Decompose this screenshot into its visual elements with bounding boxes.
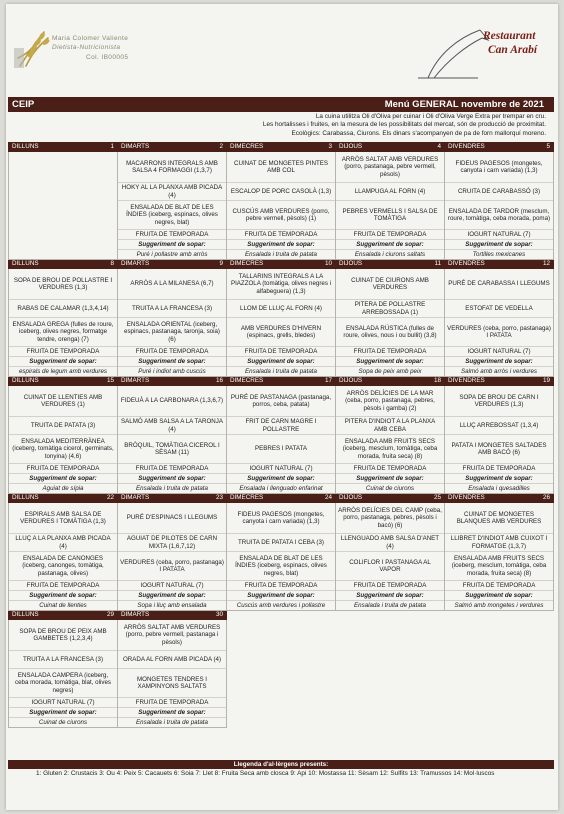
first-course: ESPIRALS AMB SALSA DE VERDURES I TOMÀTIGA (1,3) (9, 503, 117, 534)
dessert: IOGURT NATURAL (7) (227, 464, 335, 474)
dessert: IOGURT NATURAL (7) (118, 581, 226, 591)
empty-cell (445, 620, 554, 728)
allergen-legend-text: 1: Gluten 2: Crustacis 3: Ou 4: Peix 5: Cacauets 6: Soia 7: Llet 8: Fruita Seca amb closca 9: Api 10: Mostassa 11: Sèsam 12: Sulfits 13: Tramussos 14: Mol·luscos (36, 770, 495, 777)
dessert: FRUITA DE TEMPORADA (336, 347, 444, 357)
day-name: DILLUNS (12, 494, 39, 501)
dessert: FRUITA DE TEMPORADA (118, 347, 226, 357)
day-name: DIJOUS (339, 377, 363, 384)
dessert: FRUITA DE TEMPORADA (118, 698, 226, 708)
day-header (118, 260, 227, 269)
second-course: LLAMPUGA AL FORN (4) (336, 183, 444, 201)
second-course: LLUÇ A LA PLANXA AMB PICADA (4) (9, 534, 117, 552)
dinner-suggestion-label: Suggeriment de sopar: (227, 591, 335, 601)
empty-cell (336, 620, 445, 728)
day-number: 5 (546, 143, 550, 150)
dessert: FRUITA DE TEMPORADA (9, 347, 117, 357)
week-menu-row (9, 152, 554, 260)
day-name: DIMECRES (230, 143, 264, 150)
menu-grid (8, 142, 554, 728)
dessert: FRUITA DE TEMPORADA (118, 464, 226, 474)
day-number: 9 (219, 260, 223, 267)
side-dish: ENSALADA ORIENTAL (iceberg, espinacs, pastanaga, taronja, soia) (6) (118, 318, 226, 347)
dinner-suggestion-label: Suggeriment de sopar: (445, 240, 553, 250)
day-header (9, 260, 118, 269)
dinner-suggestion: Cuinat de llenties (39, 601, 87, 609)
wheat-logo-icon (14, 28, 54, 70)
day-header (336, 494, 445, 503)
first-course: PURÉ D'ESPINACS I LLEGUMS (118, 503, 226, 534)
day-header (336, 377, 445, 386)
second-course: TRUITA A LA FRANCESA (3) (9, 651, 117, 669)
week-menu-row (9, 503, 554, 611)
side-dish: ENSALADA AMB FRUITS SECS (iceberg, mesclum, tomàtiga, ceba morada, fruita seca) (8) (445, 552, 553, 581)
dinner-suggestion-label: Suggeriment de sopar: (9, 591, 117, 601)
dinner-suggestion-label: Suggeriment de sopar: (336, 474, 444, 484)
dinner-suggestion: Salmó amb mongetes i verdures (454, 601, 544, 609)
dinner-suggestion: espirals de legum amb verdures (18, 367, 108, 375)
nutritionist-title: Dietista-Nutricionista (52, 44, 121, 51)
day-header (227, 494, 336, 503)
day-name: DIJOUS (339, 143, 363, 150)
day-name: DIMECRES (230, 260, 264, 267)
dinner-suggestion: Aguiat de sípia (42, 484, 84, 492)
day-name: DIMARTS (121, 143, 150, 150)
side-dish: AMB VERDURES D'HIVERN (espinacs, grells, bledes) (227, 318, 335, 347)
side-dish: ENSALADA DE BLAT DE LES ÍNDIES (iceberg, espinacs, olives negres, blat) (227, 552, 335, 581)
second-course: HOKY AL LA PLANXA AMB PICADA (4) (118, 183, 226, 201)
second-course: RABAS DE CALAMAR (1,3,4,14) (9, 300, 117, 318)
dinner-suggestion: Ensalada i truita de patata (136, 484, 208, 492)
restaurant-name-line1: Restaurant (483, 30, 536, 42)
dinner-suggestion-label: Suggeriment de sopar: (445, 357, 553, 367)
dinner-suggestion-label: Suggeriment de sopar: (118, 708, 226, 718)
day-number: 18 (433, 377, 441, 384)
day-number: 2 (219, 143, 223, 150)
first-course: ARRÒS A LA MILANESA (6,7) (118, 269, 226, 300)
nutritionist-col: Col. IB00005 (86, 54, 129, 61)
day-number: 17 (324, 377, 332, 384)
first-course: PURÉ DE CARABASSA I LLEGUMS (445, 269, 553, 300)
dinner-suggestion-label: Suggeriment de sopar: (445, 591, 553, 601)
second-course: ORADA AL FORN AMB PICADA (4) (118, 651, 226, 669)
nutritionist-name: Maria Colomer Valiente (52, 35, 129, 42)
day-number: 25 (433, 494, 441, 501)
dinner-suggestion-label: Suggeriment de sopar: (336, 591, 444, 601)
day-menu-cell (118, 269, 227, 377)
dinner-suggestion-label: Suggeriment de sopar: (118, 240, 226, 250)
day-menu-cell (118, 386, 227, 494)
day-menu-cell (9, 620, 118, 728)
side-dish: ENSALADA GREGA (fulles de roure, iceberg, olives negres, formatge tendre, orenga) (7) (9, 318, 117, 347)
dinner-suggestion-label: Suggeriment de sopar: (118, 591, 226, 601)
day-menu-cell (227, 269, 336, 377)
second-course: ESCALOP DE PORC CASOLÀ (1,3) (227, 183, 335, 201)
dinner-suggestion: Puré i indiot amb cuscús (138, 367, 206, 375)
dessert: FRUITA DE TEMPORADA (118, 230, 226, 240)
day-name: DILLUNS (12, 611, 39, 618)
second-course: CRUITA DE CARABASSÓ (3) (445, 183, 553, 201)
second-course: PITERA D'INDIOT A LA PLANXA AMB CEBA (336, 417, 444, 435)
second-course: LLIBRET D'INDIOT AMB CUIXOT I FORMATGE (1,3,7) (445, 534, 553, 552)
menu-title: Menú GENERAL novembre de 2021 (384, 99, 544, 110)
day-header (336, 260, 445, 269)
week-header-row (9, 494, 554, 503)
second-course: FRIT DE CARN MAGRE I POLLASTRE (227, 417, 335, 435)
day-name: DIMARTS (121, 611, 150, 618)
empty-cell (227, 620, 336, 728)
day-menu-cell (118, 620, 227, 728)
week-header-row (9, 260, 554, 269)
day-name: DIJOUS (339, 260, 363, 267)
day-header (118, 611, 227, 620)
day-number: 4 (437, 143, 441, 150)
menu-title-bar (8, 97, 554, 112)
day-header (9, 494, 118, 503)
second-course: TRUITA DE PATATA I CEBA (3) (227, 534, 335, 552)
day-menu-cell (336, 152, 445, 260)
side-dish: ENSALADA AMB FRUITS SECS (iceberg, mesclum, tomàtiga, ceba morada, fruita seca) (8) (336, 435, 444, 464)
day-header (9, 377, 118, 386)
dessert: FRUITA DE TEMPORADA (445, 464, 553, 474)
day-name: DIMECRES (230, 494, 264, 501)
side-dish: ENSALADA RÚSTICA (fulles de roure, olives, nous i ou bullit) (3,8) (336, 318, 444, 347)
dinner-suggestion-label: Suggeriment de sopar: (227, 357, 335, 367)
dinner-suggestion: Puré i pollastre amb arròs (136, 250, 208, 258)
day-number: 10 (324, 260, 332, 267)
dinner-suggestion: Ensalada i truita de patata (245, 250, 317, 258)
second-course: ESTOFAT DE VEDELLA (445, 300, 553, 318)
first-course: FIDEUS PAGESOS (mongetes, canyota i carn variada) (1,3) (227, 503, 335, 534)
intro-notes (126, 113, 546, 138)
day-number: 11 (434, 260, 441, 267)
second-course: SALMÓ AMB SALSA A LA TARONJA (4) (118, 417, 226, 435)
dinner-suggestion: Ensalada i ciurons saltats (354, 250, 426, 258)
side-dish: CUSCÚS AMB VERDURES (porro, pebre vermell, pèsols) (1) (227, 201, 335, 230)
day-name: DILLUNS (12, 377, 39, 384)
day-menu-cell (118, 152, 227, 260)
dessert: FRUITA DE TEMPORADA (336, 230, 444, 240)
first-course: ARRÒS DELÍCIES DEL CAMP (ceba, porro, pastanaga, pebres, pèsols i bacó) (6) (336, 503, 444, 534)
dinner-suggestion: Sopa i lluç amb ensalada (137, 601, 207, 609)
day-name: DIMARTS (121, 377, 150, 384)
day-number: 8 (110, 260, 114, 267)
dessert: IOGURT NATURAL (7) (445, 347, 553, 357)
dinner-suggestion: Tortilles mexicanes (472, 250, 526, 258)
side-dish: ENSALADA DE TARDOR (mesclum, roure, tomàtiga, ceba morada, poma) (445, 201, 553, 230)
first-course: SOPA DE BROU DE POLLASTRE I VERDURES (1,3) (9, 269, 117, 300)
first-course: PURÉ DE PASTANAGA (pastanaga, porros, ceba, patata) (227, 386, 335, 417)
week-menu-row (9, 386, 554, 494)
day-number: 19 (542, 377, 550, 384)
day-name: DIJOUS (339, 494, 363, 501)
day-number: 16 (215, 377, 223, 384)
dessert: FRUITA DE TEMPORADA (227, 347, 335, 357)
day-header (445, 143, 554, 152)
second-course: PITERA DE POLLASTRE ARREBOSSADA (1) (336, 300, 444, 318)
day-header (118, 143, 227, 152)
day-header (336, 143, 445, 152)
day-name: DIVENDRES (448, 494, 485, 501)
dessert: IOGURT NATURAL (7) (445, 230, 553, 240)
dessert: FRUITA DE TEMPORADA (9, 464, 117, 474)
first-course: TALLARINS INTEGRALS A LA PIAZZOLA (tomàtiga, olives negres i alfabeguera) (1,3) (227, 269, 335, 300)
day-header (118, 494, 227, 503)
week-header-row (9, 611, 554, 620)
day-menu-cell (9, 386, 118, 494)
side-dish: PATATA I MONGETES SALTADES AMB BACÓ (6) (445, 435, 553, 464)
dinner-suggestion-label: Suggeriment de sopar: (445, 474, 553, 484)
first-course: FIDEUS PAGESOS (mongetes, canyota i carn variada) (1,3) (445, 152, 553, 183)
dinner-suggestion-label: Suggeriment de sopar: (336, 240, 444, 250)
first-course: CUINAT DE MONGETES PINTES AMB COL (227, 152, 335, 183)
day-number: 23 (215, 494, 223, 501)
first-course: SOPA DE BROU DE PEIX AMB GAMBETES (1,2,3,4) (9, 620, 117, 651)
dinner-suggestion: Cuinat de ciurons (38, 718, 88, 726)
day-menu-cell (336, 503, 445, 611)
dinner-suggestion-label: Suggeriment de sopar: (118, 474, 226, 484)
dinner-suggestion: Ensalada i truita de patata (354, 601, 426, 609)
dinner-suggestion-label: Suggeriment de sopar: (9, 708, 117, 718)
first-course: FIDEUÀ A LA CARBONARA (1,3,6,7) (118, 386, 226, 417)
day-name: DIVENDRES (448, 377, 485, 384)
day-number: 1 (110, 143, 114, 150)
dinner-suggestion: Ensalada i truita de patata (245, 367, 317, 375)
first-course: CUINAT DE MONGETES BLANQUES AMB VERDURES (445, 503, 553, 534)
side-dish: PEBRES VERMELLS I SALSA DE TOMÀTIGA (336, 201, 444, 230)
day-name: DIMARTS (121, 494, 150, 501)
week-menu-row (9, 620, 554, 728)
dinner-suggestion-label: Suggeriment de sopar: (9, 357, 117, 367)
second-course: LLOM DE LLUÇ AL FORN (4) (227, 300, 335, 318)
side-dish: ENSALADA CAMPERA (iceberg, ceba morada, tomàtiga, blat, olives negres) (9, 669, 117, 698)
second-course: LLUÇ ARREBOSSAT (1,3,4) (445, 417, 553, 435)
day-name: DILLUNS (12, 143, 39, 150)
first-course: ARRÒS DELÍCIES DE LA MAR (ceba, porro, pastanaga, pebres, pèsols i gamba) (2) (336, 386, 444, 417)
empty-header (445, 611, 554, 620)
day-name: DIVENDRES (448, 143, 485, 150)
day-menu-cell (445, 269, 554, 377)
first-course: ARRÒS SALTAT AMB VERDURES (porro, pastanaga, pebre vermell, pèsols) (336, 152, 444, 183)
side-dish: ENSALADA MEDITERRÀNEA (iceberg, tomàtiga cicerol, germinats, tonyina) (4,6) (9, 435, 117, 464)
side-dish: ENSALADA DE BLAT DE LES ÍNDIES (iceberg, espinacs, olives negres, blat) (118, 201, 226, 230)
day-header (118, 377, 227, 386)
day-header (227, 143, 336, 152)
dinner-suggestion-label: Suggeriment de sopar: (118, 357, 226, 367)
second-course: TRUITA DE PATATA (3) (9, 417, 117, 435)
first-course: CUINAT DE LLENTIES AMB VERDURES (1) (9, 386, 117, 417)
dessert: FRUITA DE TEMPORADA (9, 581, 117, 591)
day-header (445, 494, 554, 503)
day-name: DIVENDRES (448, 260, 485, 267)
day-number: 30 (215, 611, 223, 618)
day-menu-cell (336, 386, 445, 494)
second-course: TRUITA A LA FRANCESA (3) (118, 300, 226, 318)
day-menu-cell (445, 503, 554, 611)
week-header-row (9, 143, 554, 152)
day-number: 22 (106, 494, 114, 501)
dinner-suggestion-label: Suggeriment de sopar: (227, 474, 335, 484)
day-number: 3 (328, 143, 332, 150)
dessert: FRUITA DE TEMPORADA (336, 581, 444, 591)
day-menu-cell (227, 152, 336, 260)
side-dish: COLIFLOR I PASTANAGA AL VAPOR (336, 552, 444, 581)
dinner-suggestion: Cuinat de ciurons (365, 484, 415, 492)
day-name: DIMECRES (230, 377, 264, 384)
dinner-suggestion: Ensalada i llenguado enfarinat (239, 484, 323, 492)
day-header (445, 377, 554, 386)
week-menu-row (9, 269, 554, 377)
menu-sheet (6, 4, 558, 810)
day-menu-cell (445, 386, 554, 494)
dinner-suggestion: Cuscús amb verdures i pollastre (236, 601, 326, 609)
day-menu-cell (227, 503, 336, 611)
day-header (445, 260, 554, 269)
dinner-suggestion: Sopa de peix amb peix (358, 367, 422, 375)
day-number: 26 (542, 494, 550, 501)
day-number: 15 (106, 377, 114, 384)
week-header-row (9, 377, 554, 386)
day-header (227, 260, 336, 269)
side-dish: PEBRES I PATATA (227, 435, 335, 464)
empty-header (227, 611, 336, 620)
dinner-suggestion: Ensalada i quesadilles (468, 484, 530, 492)
dessert: FRUITA DE TEMPORADA (336, 464, 444, 474)
restaurant-name-line2: Can Arabí (488, 44, 538, 56)
day-name: DIMARTS (121, 260, 150, 267)
intro-line: La cuina utilitza Oli d'Oliva per cuinar i Oli d'Oliva Verge Extra per trempar en cru. (315, 113, 546, 120)
day-menu-cell (227, 386, 336, 494)
allergen-legend-title: Llegenda d'al·lèrgens presents: (8, 760, 554, 769)
side-dish: MONGETES TENDRES I XAMPINYONS SALTATS (118, 669, 226, 698)
first-course: CUINAT DE CIURONS AMB VERDURES (336, 269, 444, 300)
dessert: FRUITA DE TEMPORADA (227, 581, 335, 591)
day-number: 24 (324, 494, 332, 501)
day-menu-cell (336, 269, 445, 377)
first-course: MACARRONS INTEGRALS AMB SALSA 4 FORMAGGI (1,3,7) (118, 152, 226, 183)
intro-line: Les hortalisses i fruites, en la mesura de les possibilitats del mercat, són de producció de proximitat. (262, 121, 546, 129)
intro-line: Ecològics: Carabassa, Ciurons. Els dinars s'acompanyen de pa de forn mallorquí moreno. (291, 129, 546, 137)
first-course: ARRÒS SALTAT AMB VERDURES (porro, pebre vermell, pastanaga i pèsols) (118, 620, 226, 651)
dinner-suggestion-label: Suggeriment de sopar: (9, 474, 117, 484)
day-number: 12 (542, 260, 550, 267)
dinner-suggestion: Salmó amb arròs i verdures (461, 367, 537, 375)
empty-header (336, 611, 445, 620)
day-number: 29 (106, 611, 114, 618)
day-menu-cell (9, 152, 118, 260)
day-menu-cell (9, 503, 118, 611)
day-menu-cell (445, 152, 554, 260)
first-course: SOPA DE BROU DE CARN I VERDURES (1,3) (445, 386, 553, 417)
dinner-suggestion: Ensalada i truita de patata (136, 718, 208, 726)
school-label: CEIP (12, 99, 35, 110)
dessert: IOGURT NATURAL (7) (9, 698, 117, 708)
side-dish: VERDURES (ceba, porro, pastanaga) I PATATA (445, 318, 553, 347)
second-course: AGUIAT DE PILOTES DE CARN MIXTA (1,6,7,12) (118, 534, 226, 552)
dinner-suggestion-label: Suggeriment de sopar: (336, 357, 444, 367)
dinner-suggestion-label: Suggeriment de sopar: (227, 240, 335, 250)
day-name: DILLUNS (12, 260, 39, 267)
day-header (9, 143, 118, 152)
dessert: FRUITA DE TEMPORADA (445, 581, 553, 591)
day-header (9, 611, 118, 620)
side-dish: ENSALADA DE CANONGES (iceberg, canonges, tomàtiga, pastanaga, olives) (9, 552, 117, 581)
dessert: FRUITA DE TEMPORADA (227, 230, 335, 240)
day-menu-cell (118, 503, 227, 611)
second-course: LLENGUADO AMB SALSA D'ANET (4) (336, 534, 444, 552)
side-dish: BRÒQUIL, TOMÀTIGA CICEROL I SÈSAM (11) (118, 435, 226, 464)
side-dish: VERDURES (ceba, porro, pastanaga) I PATATA (118, 552, 226, 581)
day-menu-cell (9, 269, 118, 377)
day-header (227, 377, 336, 386)
